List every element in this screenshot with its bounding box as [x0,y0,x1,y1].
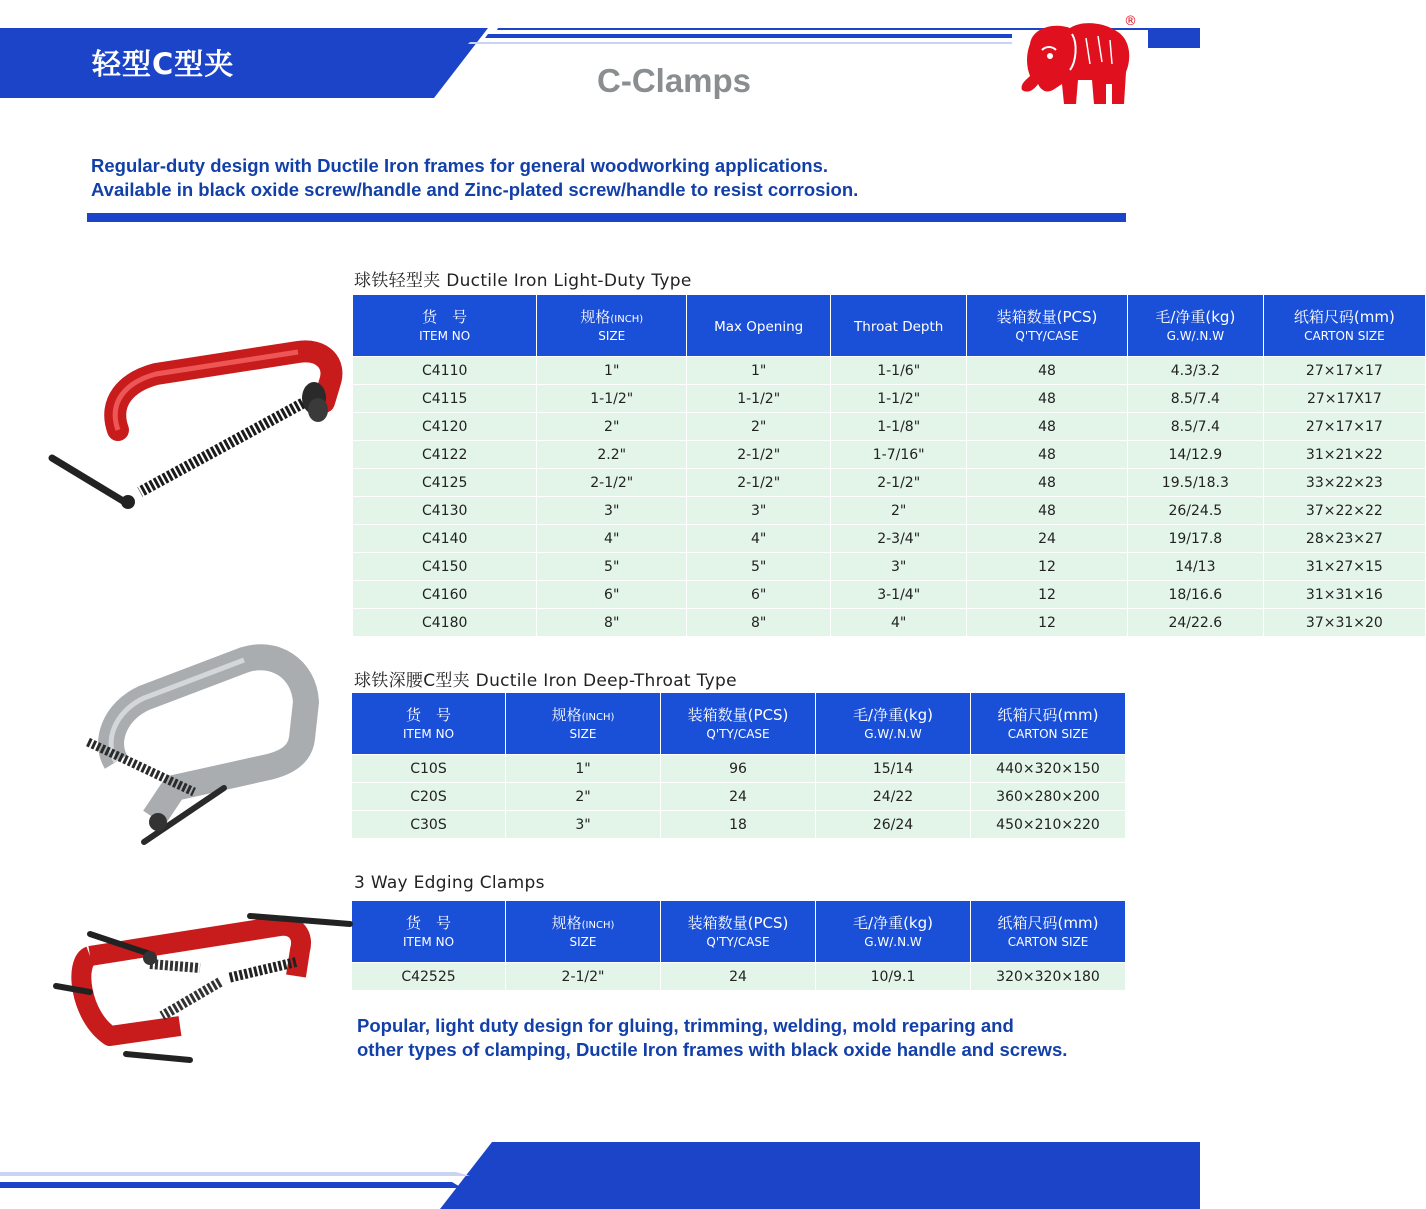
table-cell: 2" [506,783,661,811]
table-header-row [352,693,1126,755]
table-cell: 48 [967,469,1128,497]
item-no-cell: C42525 [352,963,506,991]
table-cell: 4" [537,525,687,553]
table-cell: 3" [537,497,687,525]
table-cell: 1" [537,357,687,385]
item-no-cell: C4160 [353,581,537,609]
outro-text [357,1014,1067,1062]
col-item-no: 货 号 ITEM NO [353,295,537,357]
section-title-deep-throat: 球铁深腰C型夹 Ductile Iron Deep-Throat Type [354,671,737,691]
col-qty: 装箱数量(PCS) Q'TY/CASE [661,693,816,755]
item-no-cell: C30S [352,811,506,839]
table-row [353,441,1426,469]
table-cell: 4.3/3.2 [1127,357,1263,385]
table-cell: 24/22.6 [1127,609,1263,637]
table-cell: 4" [687,525,831,553]
table-cell: 14/13 [1127,553,1263,581]
table-cell: 2-3/4" [831,525,967,553]
table-cell: 320×320×180 [971,963,1126,991]
table-cell: 27×17×17 [1263,357,1425,385]
intro-divider [87,213,1126,222]
table-cell: 3" [687,497,831,525]
table-cell: 26/24.5 [1127,497,1263,525]
item-no-cell: C4125 [353,469,537,497]
table-cell: 33×22×23 [1263,469,1425,497]
table-cell: 1-1/2" [537,385,687,413]
table-cell: 450×210×220 [971,811,1126,839]
item-no-cell: C4122 [353,441,537,469]
col-size: 规格(INCH) SIZE [506,693,661,755]
table-row [353,413,1426,441]
table-cell: 6" [687,581,831,609]
table-cell: 5" [687,553,831,581]
section-title-light-duty: 球铁轻型夹 Ductile Iron Light-Duty Type [354,271,692,291]
col-qty: 装箱数量(PCS) Q'TY/CASE [661,901,816,963]
table-cell: 2" [831,497,967,525]
table-cell: 12 [967,609,1128,637]
col-carton-size: 纸箱尺码(mm) CARTON SIZE [971,693,1126,755]
page-title-cn: 轻型C型夹 [92,47,235,81]
table-cell: 360×280×200 [971,783,1126,811]
table-cell: 2-1/2" [506,963,661,991]
table-cell: 28×23×27 [1263,525,1425,553]
table-cell: 31×31×16 [1263,581,1425,609]
section-title-edging-clamps: 3 Way Edging Clamps [354,873,545,893]
table-cell: 18/16.6 [1127,581,1263,609]
edging-clamps-spec-table [351,900,1126,991]
table-row [352,811,1126,839]
table-cell: 31×21×22 [1263,441,1425,469]
table-row [352,963,1126,991]
registered-mark: ® [1124,14,1137,29]
table-cell: 1" [687,357,831,385]
col-throat-depth: Throat Depth [831,295,967,357]
table-cell: 3-1/4" [831,581,967,609]
col-weight: 毛/净重(kg) G.W/.N.W [1127,295,1263,357]
table-cell: 10/9.1 [816,963,971,991]
item-no-cell: C4150 [353,553,537,581]
red-c-clamp-image [48,322,348,522]
table-row [353,469,1426,497]
col-max-opening: Max Opening [687,295,831,357]
table-cell: 31×27×15 [1263,553,1425,581]
table-cell: 18 [661,811,816,839]
table-cell: 3" [831,553,967,581]
table-cell: 27×17X17 [1263,385,1425,413]
table-header-row [352,901,1126,963]
table-cell: 2" [537,413,687,441]
table-cell: 27×17×17 [1263,413,1425,441]
table-cell: 26/24 [816,811,971,839]
intro-line-2: Available in black oxide screw/handle and Zinc-plated screw/handle to resist corrosion. [91,179,859,200]
deep-throat-spec-table [351,692,1126,839]
table-cell: 12 [967,581,1128,609]
table-row [353,357,1426,385]
table-cell: 8" [687,609,831,637]
item-no-cell: C4110 [353,357,537,385]
intro-line-1: Regular-duty design with Ductile Iron frames for general woodworking applications. [91,155,829,176]
table-cell: 1-1/6" [831,357,967,385]
col-weight: 毛/净重(kg) G.W/.N.W [816,693,971,755]
table-cell: 4" [831,609,967,637]
page-title-en: C-Clamps [597,62,752,99]
outro-line-1: Popular, light duty design for gluing, trimming, welding, mold reparing and [357,1015,1014,1036]
table-cell: 6" [537,581,687,609]
table-cell: 2-1/2" [687,441,831,469]
table-cell: 12 [967,553,1128,581]
table-cell: 2-1/2" [537,469,687,497]
table-header-row [353,295,1426,357]
item-no-cell: C4140 [353,525,537,553]
table-cell: 24/22 [816,783,971,811]
table-cell: 14/12.9 [1127,441,1263,469]
table-cell: 8" [537,609,687,637]
table-row [353,553,1426,581]
table-cell: 3" [506,811,661,839]
item-no-cell: C4120 [353,413,537,441]
table-row [353,525,1426,553]
table-cell: 48 [967,497,1128,525]
table-cell: 48 [967,413,1128,441]
table-cell: 1" [506,755,661,783]
table-cell: 96 [661,755,816,783]
table-cell: 1-1/2" [831,385,967,413]
table-cell: 1-7/16" [831,441,967,469]
silver-deep-throat-clamp-image [74,652,330,852]
intro-text [91,154,858,202]
table-cell: 440×320×150 [971,755,1126,783]
col-weight: 毛/净重(kg) G.W/.N.W [816,901,971,963]
table-row [353,385,1426,413]
table-cell: 37×31×20 [1263,609,1425,637]
table-cell: 1-1/2" [687,385,831,413]
red-3-way-edging-clamp-image [50,906,350,1086]
table-cell: 5" [537,553,687,581]
col-carton-size: 纸箱尺码(mm) CARTON SIZE [971,901,1126,963]
table-cell: 8.5/7.4 [1127,385,1263,413]
table-cell: 1-1/8" [831,413,967,441]
item-no-cell: C20S [352,783,506,811]
light-duty-spec-table [352,294,1426,637]
table-cell: 48 [967,357,1128,385]
col-item-no: 货 号 ITEM NO [352,693,506,755]
elephant-logo-icon [1012,14,1142,114]
outro-line-2: other types of clamping, Ductile Iron frames with black oxide handle and screws. [357,1039,1068,1060]
table-cell: 37×22×22 [1263,497,1425,525]
table-row [352,755,1126,783]
table-cell: 24 [967,525,1128,553]
item-no-cell: C4115 [353,385,537,413]
table-cell: 8.5/7.4 [1127,413,1263,441]
table-cell: 2-1/2" [687,469,831,497]
table-cell: 19/17.8 [1127,525,1263,553]
table-cell: 15/14 [816,755,971,783]
table-row [353,497,1426,525]
footer-band [0,1138,1200,1209]
table-cell: 24 [661,783,816,811]
col-carton-size: 纸箱尺码(mm) CARTON SIZE [1263,295,1425,357]
table-cell: 2" [687,413,831,441]
col-size: 规格(INCH) SIZE [537,295,687,357]
table-row [353,609,1426,637]
col-qty: 装箱数量(PCS) Q'TY/CASE [967,295,1128,357]
item-no-cell: C4180 [353,609,537,637]
table-cell: 2.2" [537,441,687,469]
table-row [352,783,1126,811]
col-item-no: 货 号 ITEM NO [352,901,506,963]
col-size: 规格(INCH) SIZE [506,901,661,963]
item-no-cell: C10S [352,755,506,783]
table-cell: 24 [661,963,816,991]
table-cell: 48 [967,441,1128,469]
table-row [353,581,1426,609]
item-no-cell: C4130 [353,497,537,525]
table-cell: 2-1/2" [831,469,967,497]
table-cell: 19.5/18.3 [1127,469,1263,497]
table-cell: 48 [967,385,1128,413]
